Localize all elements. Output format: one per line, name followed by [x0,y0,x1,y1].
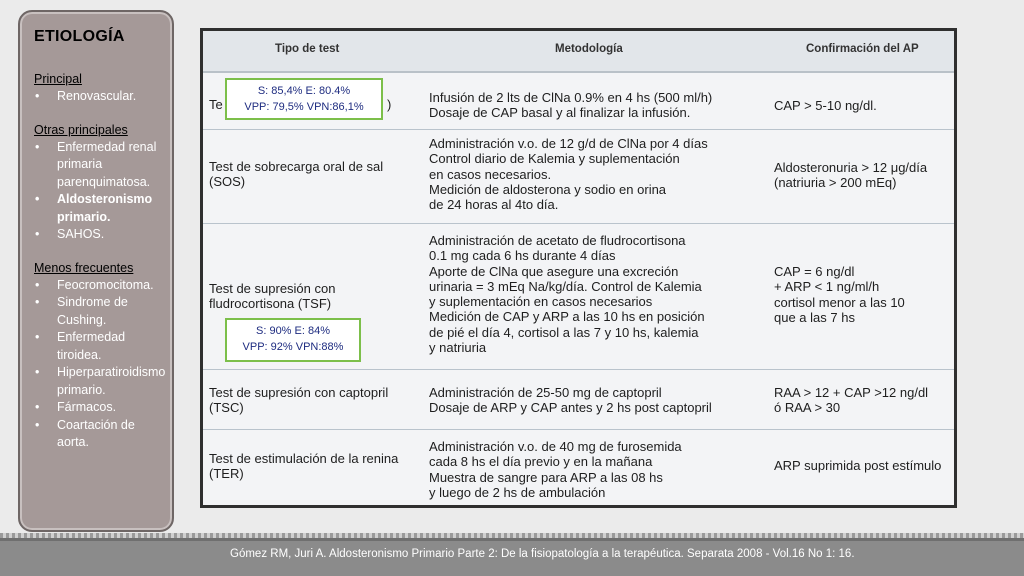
menos-list [32,277,164,452]
stat-line: VPP: 92% VPN:88% [242,341,344,353]
table-row [203,129,954,224]
panel-title: ETIOLOGÍA [34,28,125,45]
test-method: Infusión de 2 lts de ClNa 0.9% en 4 hs (500 ml/h) Dosaje de CAP basal y al finalizar la infusión. [429,90,713,121]
test-confirmation: ARP suprimida post estímulo [774,458,942,473]
test-name-end: ) [387,97,392,112]
test-name: Test de supresión con captopril (TSC) [209,385,389,416]
test-confirmation: RAA > 12 + CAP >12 ng/dl ó RAA > 30 [774,385,929,416]
menos-heading: Menos frecuentes [34,260,134,275]
test-table [203,31,954,505]
etiology-panel [18,10,174,532]
test-confirmation: CAP > 5-10 ng/dl. [774,98,877,113]
test-method: Administración de 25-50 mg de captopril Dosaje de ARP y CAP antes y 2 hs post captopril [429,385,712,416]
test-name: Test de sobrecarga oral de sal (SOS) [209,159,384,190]
list-item: • Hiperparatiroidismo primario. [32,364,164,399]
list-item: • Fármacos. [32,399,164,417]
stat-line: VPP: 79,5% VPN:86,1% [244,101,364,113]
principal-list [32,88,164,106]
otras-heading: Otras principales [34,122,128,137]
stat-line: S: 90% E: 84% [256,325,330,337]
table-header [203,31,954,73]
stat-callout [225,78,383,120]
test-name: Test de supresión con fludrocortisona (TSF) [209,281,336,312]
test-confirmation: CAP = 6 ng/dl + ARP < 1 ng/ml/h cortisol menor a las 10 que a las 7 hs [774,264,905,325]
header-methodology: Metodología [555,43,623,55]
list-item: • Sindrome de Cushing. [32,294,164,329]
otras-list [32,139,164,244]
test-confirmation: Aldosteronuria > 12 μg/día (natriuria > 200 mEq) [774,160,928,191]
header-test-type: Tipo de test [275,43,340,55]
test-table-frame [200,28,957,508]
list-item: • SAHOS. [32,226,164,244]
stat-callout [225,318,361,362]
list-item: • Coartación de aorta. [32,417,164,452]
test-method: Administración v.o. de 40 mg de furosemida cada 8 hs el día previo y en la mañana Muestra de sangre para ARP a las 08 hs y luego de 2 hs de ambulación [429,439,682,500]
list-item: • Aldosteronismo primario. [32,191,164,226]
principal-heading: Principal [34,72,82,86]
list-item: • Feocromocitoma. [32,277,164,295]
test-name-start: Te [209,97,223,112]
test-method: Administración de acetato de fludrocortisona 0.1 mg cada 6 hs durante 4 días Aporte de ClNa que asegure una excreción urinaria = 3 mEq Na/kg/día. Control de Kalemia y suplementación en casos necesarios Medición de CAP y ARP a las 10 hs en posición de pié el día 4, cortisol a las 7 y 10 hs, kalemia y natriuria [429,233,705,356]
test-name: Test de estimulación de la renina (TER) [209,451,399,482]
table-row [203,369,954,430]
test-method: Administración v.o. de 12 g/d de ClNa por 4 días Control diario de Kalemia y suplementación en casos necesarios. Medición de aldosterona y sodio en orina de 24 horas al 4to día. [429,136,708,213]
table-row [203,429,954,505]
list-item: • Enfermedad tiroidea. [32,329,164,364]
list-item: • Enfermedad renal primaria parenquimatosa. [32,139,164,192]
list-item: • Renovascular. [32,88,164,106]
header-confirmation: Confirmación del AP [806,43,919,55]
stat-line: S: 85,4% E: 80.4% [257,85,351,97]
citation-text: Gómez RM, Juri A. Aldosteronismo Primario Parte 2: De la fisiopatología a la terapéutica. Separata 2008 - Vol.16 No 1: 16. [230,548,855,560]
